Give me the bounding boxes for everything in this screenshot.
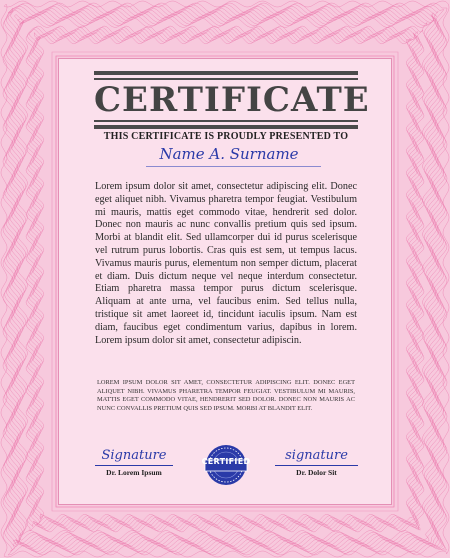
certificate-fine-print: LOREM IPSUM DOLOR SIT AMET, CONSECTETUR ADIPISCING ELIT. DONEC EGET ALIQUET NIBH. VIVAMUS PHARETRA TEMPOR FEUGIAT. VESTIBULUM MI MAURIS, MATTIS EGET COMMODO VITAE, HENDRERIT SED DOLOR. DONEC NON MAURIS AC NUNC CONVALLIS PRETIUM QUIS SED IPSUM. MORBI AT BLANDIT ELIT. — [97, 379, 355, 412]
title-rule-bottom — [94, 125, 358, 129]
certificate-body-text: Lorem ipsum dolor sit amet, consectetur adipiscing elit. Donec eget aliquet nibh. Vivamus pharetra tempor feugiat. Vestibulum mi mauris, mattis eget commodo vitae, hendrerit sed dolor. Donec non mauris ac nunc convallis pretium quis sed ipsum. Morbi at blandit elit. Sed ullamcorper dui id purus scelerisque vel rutrum purus lobortis. Cras quis est sem, ut tempus lacus. Vivamus mauris purus, elementum non semper dictum, placerat et diam. Duis dictum neque vel neque interdum consectetur. Etiam pharetra massa tempor purus dictum scelerisque. Aliquam at ante urna, vel faucibus enim. Sed tellus nulla, tristique sit amet laoreet id, tincidunt iaculis ipsum. Nam est diam, faucibus eget condimentum varius, dapibus in lorem. Lorem ipsum dolor sit amet, consectetur adipiscin. — [95, 181, 357, 346]
seal-icon — [201, 443, 251, 493]
recipient-name: Name A. Surname — [159, 145, 299, 163]
signature-right-line — [275, 465, 358, 466]
title-block — [94, 71, 370, 129]
signature-left-name: Dr. Lorem Ipsum — [106, 468, 162, 477]
signature-right-script: signature — [285, 448, 348, 463]
signature-block-left — [89, 447, 179, 477]
signature-left-line — [95, 465, 173, 466]
presented-to-line: THIS CERTIFICATE IS PROUDLY PRESENTED TO — [103, 131, 349, 142]
title-rule-bottom-thin — [94, 120, 358, 122]
signature-left-script: Signature — [101, 448, 167, 463]
certificate-title: CERTIFICATE — [94, 80, 370, 120]
signature-right-name: Dr. Dolor Sit — [296, 468, 337, 477]
recipient-name-underline — [146, 166, 321, 167]
certificate-inner-panel — [58, 58, 392, 505]
title-rule-top — [94, 71, 358, 75]
seal-label: CERTIFIED — [201, 457, 251, 466]
certified-seal — [201, 443, 251, 493]
signature-block-right — [269, 447, 364, 477]
